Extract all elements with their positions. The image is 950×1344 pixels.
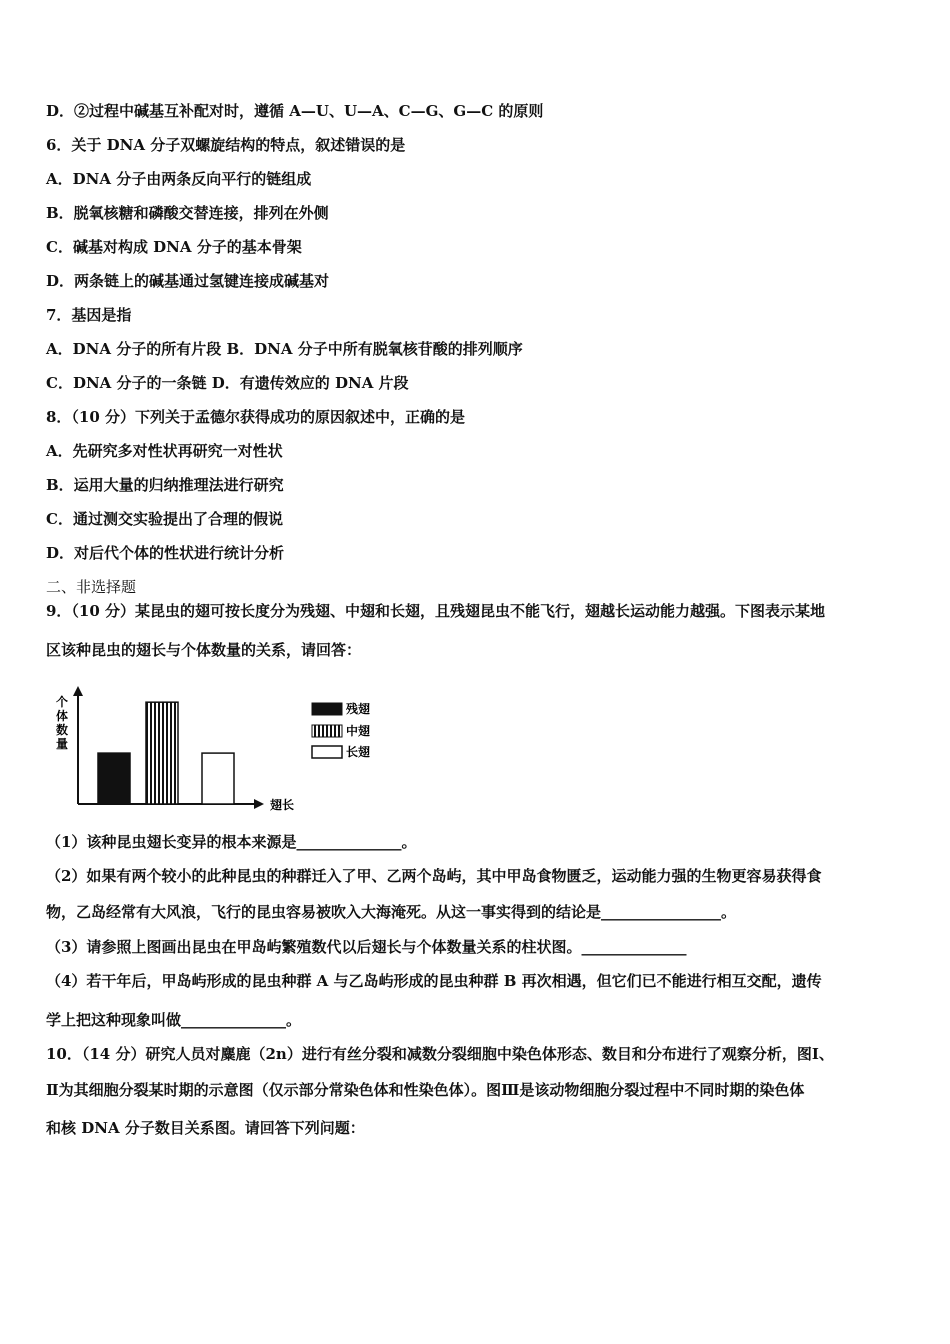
legend-label: 残翅: [346, 702, 371, 716]
legend-label: 中翅: [346, 724, 371, 738]
section-heading: 二、非选择题: [46, 578, 137, 596]
option-line: D．对后代个体的性状进行统计分析: [46, 544, 285, 562]
option-line: D．②过程中碱基互补配对时，遵循 A—U、U—A、C—G、G—C 的原则: [46, 102, 544, 120]
option-line: C．DNA 分子的一条链 D．有遗传效应的 DNA 片段: [46, 374, 409, 392]
question-6: 6．关于 DNA 分子双螺旋结构的特点，叙述错误的是: [46, 136, 406, 154]
bar-long-wing: [202, 753, 234, 804]
legend-swatch-long: [312, 746, 342, 758]
question-10: 10．（14 分）研究人员对麋鹿（2n）进行有丝分裂和减数分裂细胞中染色体形态、数目和分布进行了观察分析，图Ⅰ、: [46, 1045, 834, 1063]
question-9: 9．（10 分）某昆虫的翅可按长度分为残翅、中翅和长翅，且残翅昆虫不能飞行，翅越长运动能力越强。下图表示某地: [46, 602, 826, 620]
wing-length-chart: [46, 682, 406, 816]
sub-question-2: （2）如果有两个较小的此种昆虫的种群迁入了甲、乙两个岛屿，其中甲岛食物匮乏，运动能力强的生物更容易获得食: [46, 867, 822, 885]
question-10-cont: 和核 DNA 分子数目关系图。请回答下列问题：: [46, 1119, 365, 1137]
y-axis-arrow: [73, 686, 83, 696]
legend-swatch-vestigial: [312, 703, 342, 715]
bar-medium-wing: [146, 702, 178, 804]
x-axis-label: 翅长: [270, 798, 295, 812]
question-9-cont: 区该种昆虫的翅长与个体数量的关系，请回答：: [46, 641, 362, 659]
sub-question-4-cont: 学上把这种现象叫做______________。: [46, 1011, 302, 1029]
option-line: D．两条链上的碱基通过氢键连接成碱基对: [46, 272, 330, 290]
x-axis-arrow: [254, 799, 264, 809]
option-line: A．DNA 分子由两条反向平行的链组成: [46, 170, 312, 188]
option-line: A．DNA 分子的所有片段 B．DNA 分子中所有脱氧核苷酸的排列顺序: [46, 340, 523, 358]
question-10-cont: Ⅱ为其细胞分裂某时期的示意图（仅示部分常染色体和性染色体）。图Ⅲ是该动物细胞分裂过程中不同时期的染色体: [46, 1081, 805, 1099]
option-line: C．碱基对构成 DNA 分子的基本骨架: [46, 238, 302, 256]
sub-question-1: （1）该种昆虫翅长变异的根本来源是______________。: [46, 833, 417, 851]
y-axis-label: 个体数量: [55, 695, 69, 751]
sub-question-2-cont: 物，乙岛经常有大风浪，飞行的昆虫容易被吹入大海淹死。从这一事实得到的结论是________________。: [46, 903, 737, 921]
sub-question-3: （3）请参照上图画出昆虫在甲岛屿繁殖数代以后翅长与个体数量关系的柱状图。______________: [46, 938, 687, 956]
sub-question-4: （4）若干年后，甲岛屿形成的昆虫种群 A 与乙岛屿形成的昆虫种群 B 再次相遇，但它们已不能进行相互交配，遗传: [46, 972, 822, 990]
option-line: B．脱氧核糖和磷酸交替连接，排列在外侧: [46, 204, 329, 222]
legend: [312, 701, 370, 759]
option-line: A．先研究多对性状再研究一对性状: [46, 442, 283, 460]
question-7: 7．基因是指: [46, 306, 132, 324]
option-line: B．运用大量的归纳推理法进行研究: [46, 476, 284, 494]
legend-swatch-medium: [312, 725, 342, 737]
question-8: 8．（10 分）下列关于孟德尔获得成功的原因叙述中，正确的是: [46, 408, 466, 426]
option-line: C．通过测交实验提出了合理的假说: [46, 510, 283, 528]
bar-vestigial-wing: [98, 753, 130, 804]
legend-label: 长翅: [346, 745, 371, 759]
